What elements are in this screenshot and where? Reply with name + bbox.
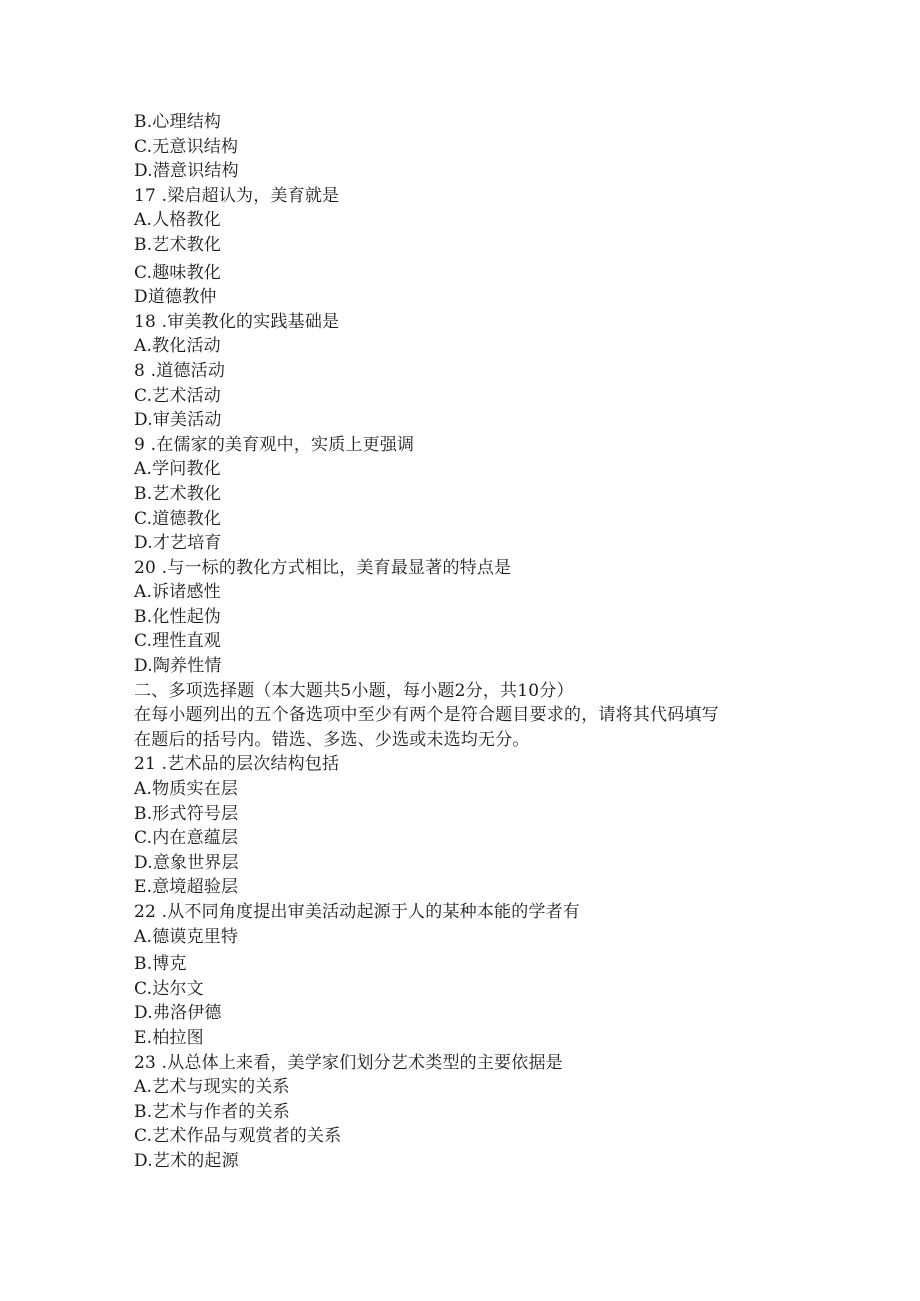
question-stem: 17 .梁启超认为，美育就是: [134, 185, 340, 206]
section-instruction: 在每小题列出的五个备选项中至少有两个是符合题目要求的，请将其代码填写: [134, 705, 719, 726]
text-line: C.趣味教化: [134, 262, 222, 283]
text-line: A.物质实在层: [134, 779, 239, 800]
text-line: C.道德教化: [134, 508, 222, 529]
text-line: E.柏拉图: [134, 1027, 204, 1048]
text-line: D.意象世界层: [134, 852, 239, 873]
section-instruction: 在题后的括号内。错选、多选、少选或未选均无分。: [134, 729, 530, 750]
text-line: D.艺术的起源: [134, 1150, 239, 1171]
text-line: C.艺术作品与观赏者的关系: [134, 1126, 342, 1147]
text-line: D.陶养性情: [134, 656, 222, 677]
text-line: D.审美活动: [134, 410, 222, 431]
text-line: B.艺术与作者的关系: [134, 1101, 290, 1122]
text-line: A.教化活动: [134, 336, 221, 357]
question-stem: 9 .在儒家的美育观中，实质上更强调: [134, 434, 415, 455]
document-page: [134, 110, 834, 1174]
text-line: A.人格教化: [134, 210, 221, 231]
text-line: B.艺术教化: [134, 234, 222, 255]
question-stem: 21 .艺术品的层次结构包括: [134, 754, 340, 775]
text-line: B.博克: [134, 954, 187, 975]
text-line: 8 .道德活动: [134, 360, 226, 381]
text-line: D.潜意识结构: [134, 161, 239, 182]
text-line: C.理性直观: [134, 631, 222, 652]
question-stem: 23 .从总体上来看，美学家们划分艺术类型的主要依据是: [134, 1052, 563, 1073]
question-stem: 22 .从不同角度提出审美活动起源于人的某种本能的学者有: [134, 902, 581, 922]
text-line: B.心理结构: [134, 112, 222, 132]
text-line: A.学问教化: [134, 459, 221, 480]
text-line: B.化性起伪: [134, 606, 222, 627]
text-line: D.才艺培育: [134, 533, 222, 554]
text-line: B.形式符号层: [134, 803, 239, 824]
question-stem: 18 .审美教化的实践基础是: [134, 311, 340, 332]
text-line: C.内在意蕴层: [134, 828, 239, 849]
text-line: C.达尔文: [134, 978, 204, 999]
text-line: C.艺术活动: [134, 385, 222, 406]
text-line: A.诉诸感性: [134, 582, 221, 603]
text-line: C.无意识结构: [134, 136, 239, 157]
text-line: B.艺术教化: [134, 483, 222, 504]
section-heading: 二、多项选择题（本大题共5小题，每小题2分，共10分）: [134, 680, 574, 701]
text-line: D.弗洛伊德: [134, 1003, 222, 1024]
text-line: D道德教仲: [134, 287, 217, 308]
text-line: A.德谟克里特: [134, 926, 239, 947]
text-line: E.意境超验层: [134, 877, 239, 898]
question-stem: 20 .与一标的教化方式相比，美育最显著的特点是: [134, 557, 512, 578]
text-line: A.艺术与现实的关系: [134, 1077, 290, 1098]
